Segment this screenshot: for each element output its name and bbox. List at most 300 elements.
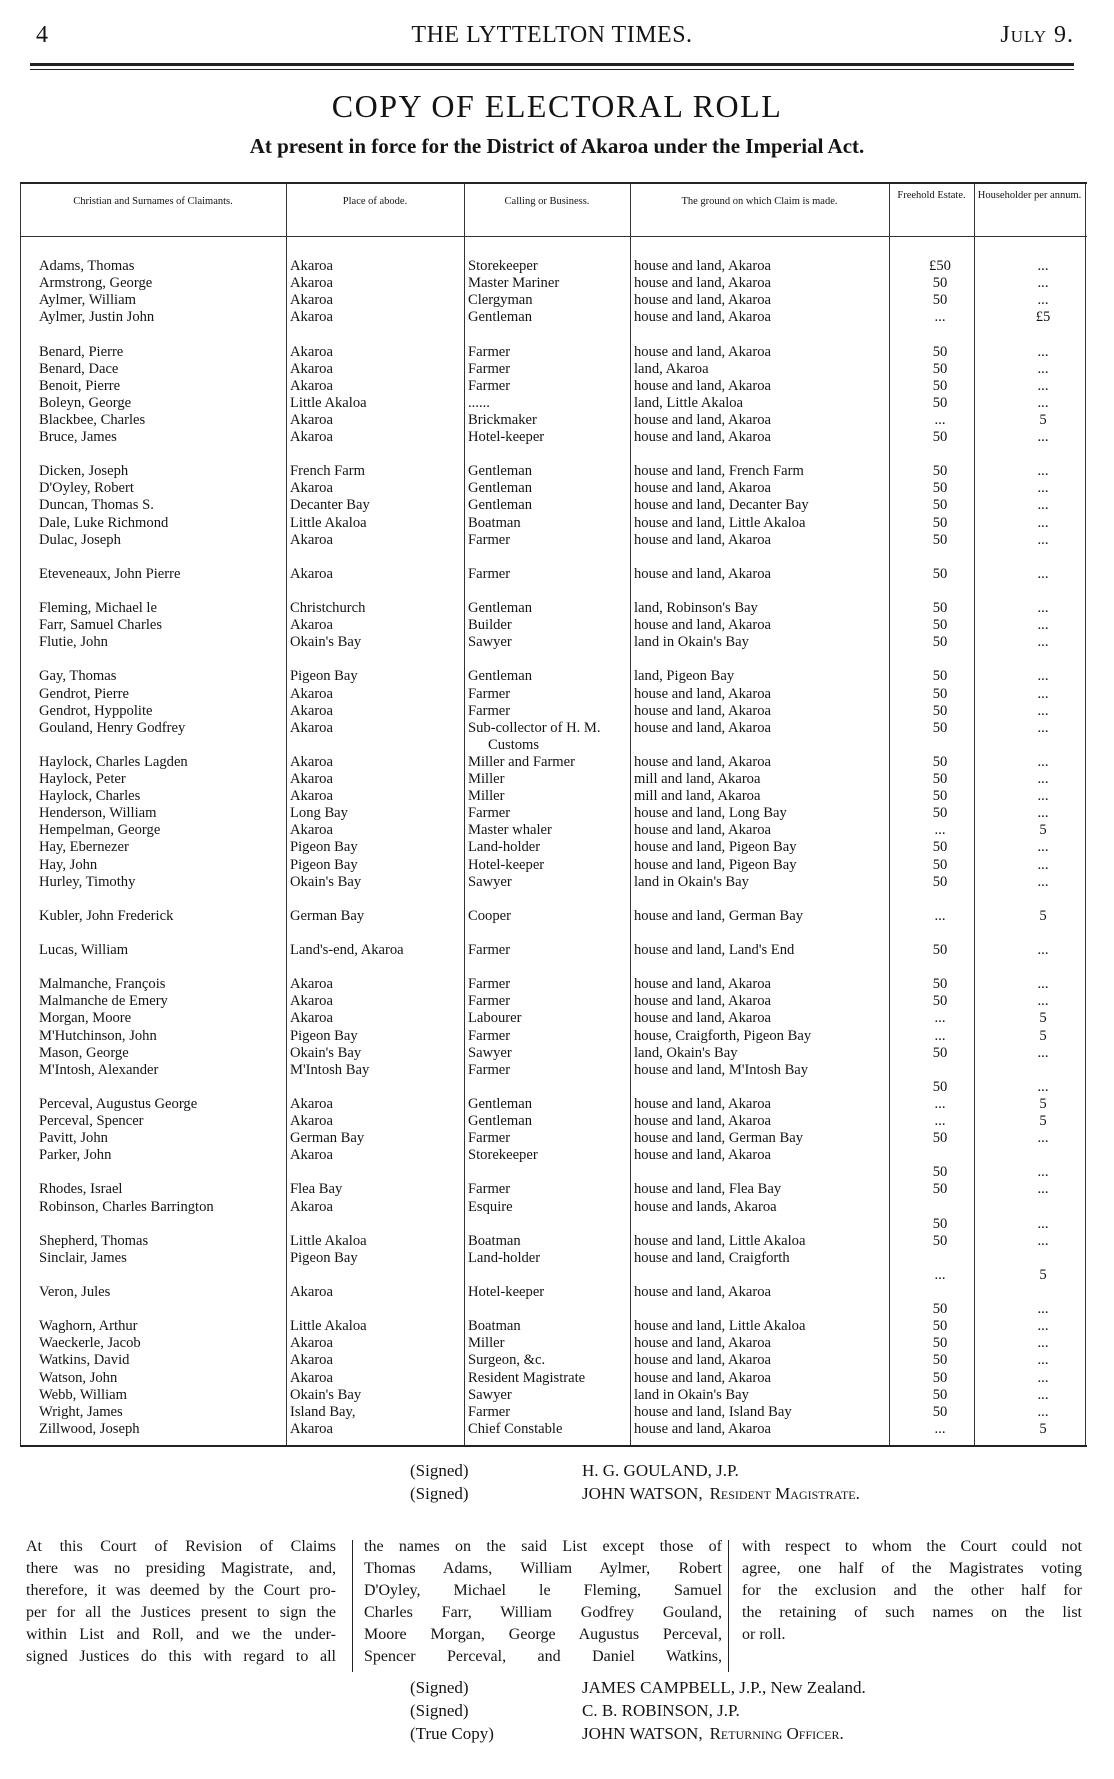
freehold-estate: ... xyxy=(934,1095,946,1112)
claimant-name: Haylock, Peter xyxy=(39,771,126,787)
claimant-name: Blackbee, Charles xyxy=(39,411,146,428)
table-row xyxy=(20,1216,1087,1233)
claimant-name: M'Hutchinson, John xyxy=(39,1027,157,1044)
place-of-abode: Pigeon Bay xyxy=(290,1027,358,1044)
householder-value: ... xyxy=(1037,839,1049,856)
householder-value: ... xyxy=(1037,685,1049,702)
place-of-abode: Akaroa xyxy=(290,753,333,770)
claim-ground: house and land, Akaroa xyxy=(634,976,771,993)
place-of-abode: Akaroa xyxy=(290,411,333,428)
householder-value: ... xyxy=(1037,1164,1049,1181)
householder-value: ... xyxy=(1037,600,1049,616)
claim-ground: house and land, Island Bay xyxy=(634,1403,792,1420)
householder-value: 5 xyxy=(1039,411,1047,428)
place-of-abode: French Farm xyxy=(290,463,365,480)
claimant-name: Pavitt, John xyxy=(39,1130,108,1147)
freehold-estate: ... xyxy=(934,1027,946,1044)
place-of-abode: Akaroa xyxy=(290,993,333,1010)
freehold-estate: 50 xyxy=(932,856,948,873)
calling: Sawyer xyxy=(468,873,512,890)
table-row xyxy=(20,1370,1087,1387)
freehold-estate: 50 xyxy=(932,1403,948,1420)
calling: Farmer xyxy=(468,377,511,394)
claimant-name: Robinson, Charles Barrington xyxy=(39,1198,214,1215)
freehold-estate: 50 xyxy=(932,480,948,497)
claimant-name: Perceval, Augustus George xyxy=(39,1095,198,1112)
claim-ground: house and land, Akaroa xyxy=(634,719,771,736)
claim-ground: house, Craigforth, Pigeon Bay xyxy=(634,1027,812,1044)
table-row xyxy=(20,378,1087,395)
table-row xyxy=(20,566,1087,583)
freehold-estate: 50 xyxy=(932,1352,948,1369)
place-of-abode: Akaroa xyxy=(290,1198,333,1215)
claimant-name: Haylock, Charles xyxy=(39,788,141,805)
householder-value: ... xyxy=(1037,788,1049,805)
table-row xyxy=(20,1199,1087,1216)
claimant-name: M'Intosh, Alexander xyxy=(39,1061,159,1078)
table-row xyxy=(20,617,1087,634)
table-row xyxy=(20,515,1087,532)
claim-ground: house and land, Land's End xyxy=(634,942,795,958)
householder-value: ... xyxy=(1037,1215,1049,1232)
place-of-abode: Pigeon Bay xyxy=(290,839,358,856)
calling: Farmer xyxy=(468,565,511,582)
roll-subtitle: At present in force for the District of Akaroa under the Imperial Act. xyxy=(249,134,865,158)
place-of-abode: Akaroa xyxy=(290,976,333,993)
place-of-abode: Okain's Bay xyxy=(290,1386,362,1403)
table-row xyxy=(20,874,1087,891)
signatory-title: Returning Officer. xyxy=(709,1724,844,1743)
claim-ground: land, Robinson's Bay xyxy=(634,600,758,616)
householder-value: ... xyxy=(1037,1386,1049,1403)
signatory-title: Resident Magistrate. xyxy=(709,1484,860,1503)
claim-ground: mill and land, Akaroa xyxy=(634,771,761,787)
freehold-estate: 50 xyxy=(932,839,948,856)
table-row xyxy=(20,1335,1087,1352)
claimant-name: Waeckerle, Jacob xyxy=(39,1335,141,1352)
table-row xyxy=(20,1250,1087,1267)
freehold-estate: 50 xyxy=(932,429,948,445)
table-row xyxy=(20,788,1087,805)
table-row xyxy=(20,395,1087,412)
signature-label: (Signed) xyxy=(410,1461,469,1480)
claim-ground: house and lands, Akaroa xyxy=(634,1198,777,1215)
paragraph-line: with respect to whom the Court could not xyxy=(742,1538,1082,1555)
paragraph-column-2 xyxy=(364,1536,722,1668)
householder-value: ... xyxy=(1037,719,1049,736)
claim-ground: house and land, Akaroa xyxy=(634,1352,771,1369)
place-of-abode: Akaroa xyxy=(290,275,333,292)
calling: Surgeon, &c. xyxy=(468,1352,546,1369)
householder-value: 5 xyxy=(1039,1095,1047,1112)
householder-value: ... xyxy=(1037,1335,1049,1352)
place-of-abode: Akaroa xyxy=(290,309,333,326)
claimant-name: Fleming, Michael le xyxy=(39,600,157,616)
freehold-estate: 50 xyxy=(932,1301,948,1318)
calling: Farmer xyxy=(468,942,511,958)
claimant-name: Gay, Thomas xyxy=(39,668,117,685)
table-row xyxy=(20,292,1087,309)
calling: Gentleman xyxy=(468,480,533,497)
calling: ...... xyxy=(468,394,490,411)
claimant-name: Hay, John xyxy=(39,856,98,873)
claimant-name: Lucas, William xyxy=(39,942,129,958)
calling: Labourer xyxy=(468,1010,522,1027)
table-row xyxy=(20,480,1087,497)
freehold-estate: 50 xyxy=(932,360,948,377)
column-header-freehold: Freehold Estate. xyxy=(897,190,966,201)
claimant-name: Aylmer, William xyxy=(39,292,136,309)
header-rule xyxy=(30,63,1074,66)
signatory-name xyxy=(582,1460,739,1482)
table-row xyxy=(20,720,1087,737)
electoral-roll-table xyxy=(20,182,1087,1447)
table-row xyxy=(20,429,1087,446)
freehold-estate: £50 xyxy=(929,258,951,274)
claimant-name: Hay, Ebernezer xyxy=(39,839,129,856)
paragraph-line: Spencer Perceval, and Daniel Watkins, xyxy=(364,1648,722,1665)
place-of-abode: Akaroa xyxy=(290,377,333,394)
paragraph-line: agree, one half of the Magistrates voting xyxy=(742,1560,1082,1577)
calling: Miller xyxy=(468,771,505,787)
place-of-abode: Akaroa xyxy=(290,822,333,839)
table-row xyxy=(20,1164,1087,1181)
calling: Farmer xyxy=(468,976,511,993)
freehold-estate: 50 xyxy=(932,600,948,616)
place-of-abode: Akaroa xyxy=(290,1335,333,1352)
householder-value: ... xyxy=(1037,429,1049,445)
calling: Sawyer xyxy=(468,634,512,651)
householder-value: ... xyxy=(1037,463,1049,480)
claim-ground: house and land, Akaroa xyxy=(634,275,771,292)
calling: Customs xyxy=(488,736,540,753)
householder-value: 5 xyxy=(1039,1266,1047,1283)
calling: Sub-collector of H. M. xyxy=(468,719,601,736)
calling: Sawyer xyxy=(468,1044,512,1061)
householder-value: ... xyxy=(1037,565,1049,582)
freehold-estate: 50 xyxy=(932,1232,948,1249)
place-of-abode: Akaroa xyxy=(290,429,333,445)
householder-value: ... xyxy=(1037,1044,1049,1061)
calling: Hotel-keeper xyxy=(468,856,545,873)
claimant-name: Adams, Thomas xyxy=(39,258,135,274)
paragraph-line: therefore, it was deemed by the Court pro- xyxy=(26,1582,336,1599)
place-of-abode: Christchurch xyxy=(290,600,366,616)
place-of-abode: German Bay xyxy=(290,907,365,924)
table-row xyxy=(20,1318,1087,1335)
roll-title: COPY OF ELECTORAL ROLL xyxy=(331,88,783,124)
claim-ground: house and land, Little Akaloa xyxy=(634,1232,806,1249)
householder-value: ... xyxy=(1037,275,1049,292)
table-row xyxy=(20,1096,1087,1113)
claim-ground: land, Okain's Bay xyxy=(634,1044,738,1061)
signature-label: (Signed) xyxy=(410,1678,469,1697)
header-rule-thin xyxy=(30,69,1074,70)
householder-value: ... xyxy=(1037,531,1049,548)
place-of-abode: Akaroa xyxy=(290,360,333,377)
freehold-estate: 50 xyxy=(932,685,948,702)
claim-ground: land, Little Akaloa xyxy=(634,394,744,411)
paragraph-column-1 xyxy=(26,1536,336,1668)
place-of-abode: Okain's Bay xyxy=(290,873,362,890)
householder-value: ... xyxy=(1037,1403,1049,1420)
claim-ground: house and land, Akaroa xyxy=(634,1420,771,1437)
table-row xyxy=(20,1421,1087,1438)
claimant-name: Malmanche de Emery xyxy=(39,993,168,1010)
claimant-name: Duncan, Thomas S. xyxy=(39,497,154,514)
place-of-abode: Akaroa xyxy=(290,292,333,309)
householder-value: 5 xyxy=(1039,907,1047,924)
signatory-name xyxy=(582,1723,844,1745)
place-of-abode: Akaroa xyxy=(290,1369,333,1386)
calling: Storekeeper xyxy=(468,1147,538,1164)
freehold-estate: 50 xyxy=(932,805,948,822)
claimant-name: Zillwood, Joseph xyxy=(39,1420,140,1437)
table-row xyxy=(20,857,1087,874)
place-of-abode: Akaroa xyxy=(290,617,333,634)
freehold-estate: 50 xyxy=(932,275,948,292)
claim-ground: house and land, Akaroa xyxy=(634,258,771,274)
place-of-abode: Pigeon Bay xyxy=(290,856,358,873)
table-row xyxy=(20,1079,1087,1096)
table-row xyxy=(20,1301,1087,1318)
claim-ground: house and land, M'Intosh Bay xyxy=(634,1061,809,1078)
table-row xyxy=(20,1233,1087,1250)
claimant-name: Dale, Luke Richmond xyxy=(39,514,169,531)
place-of-abode: German Bay xyxy=(290,1130,365,1147)
calling: Hotel-keeper xyxy=(468,429,545,445)
signatory-name-text: C. B. ROBINSON, J.P. xyxy=(582,1701,740,1720)
freehold-estate: ... xyxy=(934,1010,946,1027)
householder-value: 5 xyxy=(1039,822,1047,839)
paragraph-line: signed Justices do this with regard to all xyxy=(26,1648,336,1665)
signature-label: (Signed) xyxy=(410,1484,469,1503)
claim-ground: house and land, Akaroa xyxy=(634,429,771,445)
place-of-abode: Akaroa xyxy=(290,788,333,805)
householder-value: ... xyxy=(1037,702,1049,719)
claimant-name: Rhodes, Israel xyxy=(39,1181,123,1198)
calling: Farmer xyxy=(468,1130,511,1147)
claimant-name: Henderson, William xyxy=(39,805,157,822)
place-of-abode: Little Akaloa xyxy=(290,1318,367,1335)
freehold-estate: ... xyxy=(934,309,946,326)
place-of-abode: Akaroa xyxy=(290,565,333,582)
householder-value: ... xyxy=(1037,497,1049,514)
householder-value: ... xyxy=(1037,1369,1049,1386)
calling: Gentleman xyxy=(468,463,533,480)
householder-value: ... xyxy=(1037,1181,1049,1198)
header-row-rule xyxy=(20,236,1087,237)
claimant-name: Benard, Dace xyxy=(39,360,119,377)
page-header xyxy=(30,20,1074,54)
claimant-name: Dicken, Joseph xyxy=(39,463,129,480)
table-row xyxy=(20,1010,1087,1027)
householder-value: ... xyxy=(1037,377,1049,394)
calling: Land-holder xyxy=(468,839,541,856)
place-of-abode: Flea Bay xyxy=(290,1181,343,1198)
claimant-name: Waghorn, Arthur xyxy=(39,1318,138,1335)
claim-ground: house and land, Akaroa xyxy=(634,1113,771,1129)
claimant-name: Morgan, Moore xyxy=(39,1010,132,1027)
freehold-estate: 50 xyxy=(932,1318,948,1335)
place-of-abode: Akaroa xyxy=(290,1095,333,1112)
householder-value: ... xyxy=(1037,1130,1049,1147)
householder-value: ... xyxy=(1037,753,1049,770)
householder-value: ... xyxy=(1037,343,1049,360)
freehold-estate: 50 xyxy=(932,1386,948,1403)
claimant-name: Bruce, James xyxy=(39,429,117,445)
freehold-estate: 50 xyxy=(932,531,948,548)
claim-ground: mill and land, Akaroa xyxy=(634,788,761,805)
place-of-abode: Akaroa xyxy=(290,343,333,360)
claimant-name: Dulac, Joseph xyxy=(39,531,121,548)
column-header-calling: Calling or Business. xyxy=(504,196,590,207)
calling: Clergyman xyxy=(468,292,533,309)
page-number: 4 xyxy=(36,22,48,48)
paragraph-line: per for all the Justices present to sign the xyxy=(26,1604,336,1621)
table-row xyxy=(20,309,1087,326)
freehold-estate: ... xyxy=(934,907,946,924)
table-row xyxy=(20,686,1087,703)
calling: Gentleman xyxy=(468,668,533,685)
calling: Farmer xyxy=(468,1027,511,1044)
calling: Brickmaker xyxy=(468,411,537,428)
table-row xyxy=(20,771,1087,788)
table-row xyxy=(20,1352,1087,1369)
householder-value: ... xyxy=(1037,1232,1049,1249)
place-of-abode: Akaroa xyxy=(290,719,333,736)
table-row xyxy=(20,908,1087,925)
claim-ground: land in Okain's Bay xyxy=(634,1386,749,1403)
place-of-abode: Island Bay, xyxy=(290,1403,356,1420)
freehold-estate: 50 xyxy=(932,1369,948,1386)
calling: Sawyer xyxy=(468,1386,512,1403)
claim-ground: house and land, Pigeon Bay xyxy=(634,839,797,856)
paragraph-line: for the exclusion and the other half for xyxy=(742,1582,1082,1599)
calling: Boatman xyxy=(468,514,521,531)
place-of-abode: Pigeon Bay xyxy=(290,1249,358,1266)
claim-ground: house and land, French Farm xyxy=(634,463,804,480)
freehold-estate: 50 xyxy=(932,514,948,531)
table-row xyxy=(20,258,1087,275)
claimant-name: Perceval, Spencer xyxy=(39,1113,144,1129)
table-row xyxy=(20,737,1087,754)
claim-ground: house and land, Akaroa xyxy=(634,309,771,326)
place-of-abode: Akaroa xyxy=(290,1010,333,1027)
claimant-name: Flutie, John xyxy=(39,634,108,651)
calling: Master whaler xyxy=(468,822,552,839)
table-row xyxy=(20,344,1087,361)
table-row xyxy=(20,1404,1087,1421)
paragraph-line: D'Oyley, Michael le Fleming, Samuel xyxy=(364,1582,722,1599)
paragraph-line: the names on the said List except those of xyxy=(364,1538,722,1555)
claim-ground: house and land, Long Bay xyxy=(634,805,787,822)
claimant-name: Aylmer, Justin John xyxy=(39,309,155,326)
paragraph-line: or roll. xyxy=(742,1626,786,1643)
table-row xyxy=(20,976,1087,993)
column-header-abode: Place of abode. xyxy=(342,196,408,207)
paragraph-line: Charles Farr, William Godfrey Gouland, xyxy=(364,1604,722,1621)
table-row xyxy=(20,634,1087,651)
calling: Hotel-keeper xyxy=(468,1284,545,1300)
claim-ground: house and land, Akaroa xyxy=(634,1335,771,1352)
claimant-name: Hurley, Timothy xyxy=(39,873,136,890)
newspaper-title: THE LYTTELTON TIMES. xyxy=(411,22,693,48)
table-row xyxy=(20,1062,1087,1079)
table-row xyxy=(20,361,1087,378)
calling: Farmer xyxy=(468,1181,511,1198)
claim-ground: house and land, Akaroa xyxy=(634,1369,771,1386)
claim-ground: house and land, Akaroa xyxy=(634,565,771,582)
paragraph-line: At this Court of Revision of Claims xyxy=(26,1538,336,1555)
claim-ground: house and land, Akaroa xyxy=(634,531,771,548)
table-row xyxy=(20,805,1087,822)
claim-ground: land in Okain's Bay xyxy=(634,634,749,651)
householder-value: ... xyxy=(1037,1318,1049,1335)
claim-ground: house and land, Akaroa xyxy=(634,411,771,428)
signature-label: (Signed) xyxy=(410,1701,469,1720)
householder-value: ... xyxy=(1037,360,1049,377)
calling: Farmer xyxy=(468,685,511,702)
householder-value: ... xyxy=(1037,942,1049,958)
table-row xyxy=(20,1181,1087,1198)
claim-ground: land, Akaroa xyxy=(634,360,709,377)
calling: Gentleman xyxy=(468,600,533,616)
claimant-name: Farr, Samuel Charles xyxy=(39,617,163,634)
freehold-estate: 50 xyxy=(932,463,948,480)
claimant-name: Benoit, Pierre xyxy=(39,377,121,394)
freehold-estate: 50 xyxy=(932,1130,948,1147)
claimant-name: Wright, James xyxy=(39,1403,123,1420)
place-of-abode: Akaroa xyxy=(290,1352,333,1369)
calling: Master Mariner xyxy=(468,275,560,292)
freehold-estate: ... xyxy=(934,1266,946,1283)
paragraph-line: Moore Morgan, George Augustus Perceval, xyxy=(364,1626,722,1643)
claimant-name: Veron, Jules xyxy=(39,1284,111,1300)
place-of-abode: Akaroa xyxy=(290,685,333,702)
claim-ground: land, Pigeon Bay xyxy=(634,668,735,685)
place-of-abode: Akaroa xyxy=(290,1113,333,1129)
householder-value: ... xyxy=(1037,617,1049,634)
place-of-abode: Decanter Bay xyxy=(290,497,370,514)
freehold-estate: 50 xyxy=(932,1078,948,1095)
table-row xyxy=(20,754,1087,771)
calling: Farmer xyxy=(468,343,511,360)
column-header-ground: The ground on which Claim is made. xyxy=(681,196,838,207)
claimant-name: Haylock, Charles Lagden xyxy=(39,753,188,770)
householder-value: ... xyxy=(1037,480,1049,497)
place-of-abode: Akaroa xyxy=(290,1284,333,1300)
freehold-estate: 50 xyxy=(932,634,948,651)
claim-ground: house and land, Akaroa xyxy=(634,377,771,394)
freehold-estate: 50 xyxy=(932,788,948,805)
place-of-abode: Akaroa xyxy=(290,480,333,497)
calling: Farmer xyxy=(468,993,511,1010)
table-row xyxy=(20,703,1087,720)
place-of-abode: Little Akaloa xyxy=(290,394,367,411)
householder-value: ... xyxy=(1037,873,1049,890)
claimant-name: Eteveneaux, John Pierre xyxy=(39,565,181,582)
claimant-name: Webb, William xyxy=(39,1386,127,1403)
claim-ground: house and land, Akaroa xyxy=(634,343,771,360)
table-row xyxy=(20,463,1087,480)
freehold-estate: 50 xyxy=(932,1181,948,1198)
claimant-name: Armstrong, George xyxy=(39,275,153,292)
freehold-estate: 50 xyxy=(932,702,948,719)
freehold-estate: ... xyxy=(934,411,946,428)
freehold-estate: 50 xyxy=(932,343,948,360)
freehold-estate: 50 xyxy=(932,497,948,514)
